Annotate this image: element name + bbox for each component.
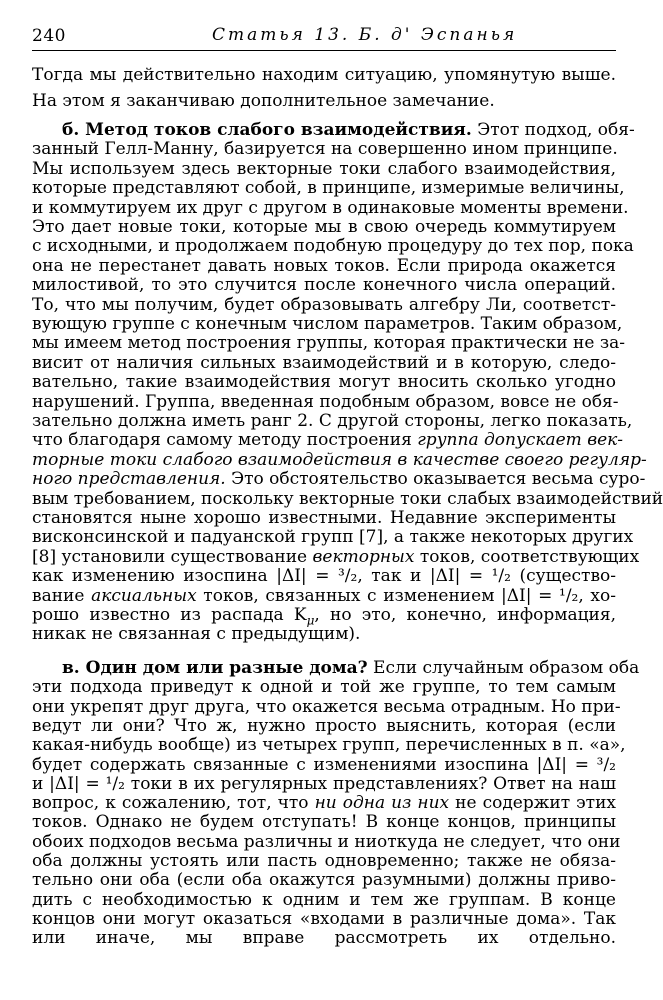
text-run: Тогда мы действительно находим ситуацию, упомянутую выше.	[32, 65, 616, 85]
running-header	[32, 22, 616, 50]
text-run: которые представляют собой, в принципе, измеримые величины,	[32, 178, 625, 199]
text-run: Это обстоятельство оказывается весьма суро-	[225, 469, 646, 490]
text-run: группа допускает век-	[417, 430, 624, 451]
text-line	[32, 925, 616, 951]
text-line	[32, 62, 616, 88]
text-run: дить с необходимостью к одним и тем же группам. В конце	[32, 889, 616, 910]
text-run: обоих подходов весьма различны и ниоткуда не следует, что они	[32, 831, 621, 852]
text-run: токов, соответствующих	[414, 546, 640, 567]
text-line	[32, 88, 616, 114]
text-run: она не перестанет давать новых токов. Если природа окажется	[32, 255, 616, 276]
text-run: токов, связанных с изменением |ΔI| = ¹/₂, хо-	[196, 585, 616, 606]
text-run: висит от наличия сильных взаимодействий и в которую, следо-	[32, 352, 616, 373]
text-run: Если случайным образом оба	[367, 658, 640, 678]
text-run: зательно должна иметь ранг 2. С другой стороны, легко показать,	[32, 411, 633, 431]
page-number: 240	[32, 26, 66, 46]
text-run: какая-нибудь вообще) из четырех групп, перечисленных в п. «а»,	[32, 735, 626, 756]
text-run: что благодаря самому методу построения	[32, 430, 418, 451]
text-run: торные токи слабого взаимодействия в качестве своего регуляр-	[32, 449, 647, 470]
text-run: они укрепят друг друга, что окажется весьма отрадным. Но при-	[32, 696, 621, 717]
text-run: и |ΔI| = ¹/₂ токи в их регулярных представлениях? Ответ на наш	[32, 773, 616, 794]
text-run: , но это, конечно, информация,	[314, 605, 616, 625]
text-run: вым требованием, поскольку векторные токи слабых взаимодействий	[32, 488, 663, 509]
text-run: вопрос, к сожалению, тот, что	[32, 793, 315, 814]
text-run: [8] установили существование	[32, 546, 313, 567]
text-run: эти подхода приведут к одной и той же группе, то тем самым	[32, 677, 616, 698]
text-run: То, что мы получим, будет образовывать алгебру Ли, соответст-	[32, 294, 616, 315]
text-run: Мы используем здесь векторные токи слабого взаимодействия,	[32, 158, 616, 179]
text-run: ного представления.	[32, 469, 226, 490]
text-run: занный Гелл-Манну, базируется на совершенно ином принципе.	[32, 139, 618, 160]
text-run: На этом я заканчиваю дополнительное замечание.	[32, 91, 495, 111]
text-run: становятся ныне хорошо известными. Недавние эксперименты	[32, 508, 616, 528]
text-run: рошо известно из распада K	[32, 605, 307, 625]
text-line	[32, 621, 616, 647]
text-run: в. Один дом или разные дома?	[62, 658, 368, 678]
text-run: будет содержать связанные с изменениями изоспина |ΔI| = ³/₂	[32, 754, 616, 775]
text-run: Этот подход, обя-	[471, 120, 635, 140]
text-run: оба должны устоять или пасть одновременно; также не обяза-	[32, 851, 616, 871]
text-run: или иначе, мы вправе рассмотреть их отдельно.	[32, 928, 616, 949]
text-run: б. Метод токов слабого взаимодействия.	[62, 120, 472, 140]
text-run: не содержит этих	[449, 793, 616, 814]
text-run: милостивой, то это случится после конечного числа операций.	[32, 275, 616, 296]
text-run: вание	[32, 585, 92, 606]
header-rule	[32, 50, 616, 51]
text-run: аксиальных	[91, 585, 197, 606]
text-run: вующую группе с конечным числом параметров. Таким образом,	[32, 314, 623, 334]
text-run: векторных	[312, 546, 415, 567]
text-run: нарушений. Группа, введенная подобным образом, вовсе не обя-	[32, 391, 619, 412]
text-run: тельно они оба (если оба окажутся разумными) должны приво-	[32, 870, 616, 891]
text-run: мы имеем метод построения группы, которая практически не за-	[32, 333, 625, 354]
text-run: висконсинской и падуанской групп [7], а также некоторых других	[32, 527, 634, 548]
text-run: никак не связанная с предыдущим).	[32, 624, 361, 645]
text-run: токов. Однако не будем отступать! В конце концов, принципы	[32, 812, 616, 833]
text-run: ни одна из них	[314, 793, 450, 814]
text-run: μ	[306, 613, 315, 628]
text-run: и коммутируем их друг с другом в одинаковые моменты времени.	[32, 197, 629, 218]
text-run: ведут ли они? Что ж, нужно просто выяснить, которая (если	[32, 715, 616, 736]
running-title: Статья 13. Б. д' Эспанья	[212, 25, 518, 45]
text-run: с исходными, и продолжаем подобную процедуру до тех пор, пока	[32, 236, 634, 257]
text-run: концов они могут оказаться «входами в различные дома». Так	[32, 908, 616, 929]
text-run: Это дает новые токи, которые мы в свою очередь коммутируем	[32, 217, 616, 237]
text-run: вательно, такие взаимодействия могут вносить сколько угодно	[32, 372, 616, 393]
text-run: как изменению изоспина |ΔI| = ³/₂, так и |ΔI| = ¹/₂ (существо-	[32, 566, 616, 587]
